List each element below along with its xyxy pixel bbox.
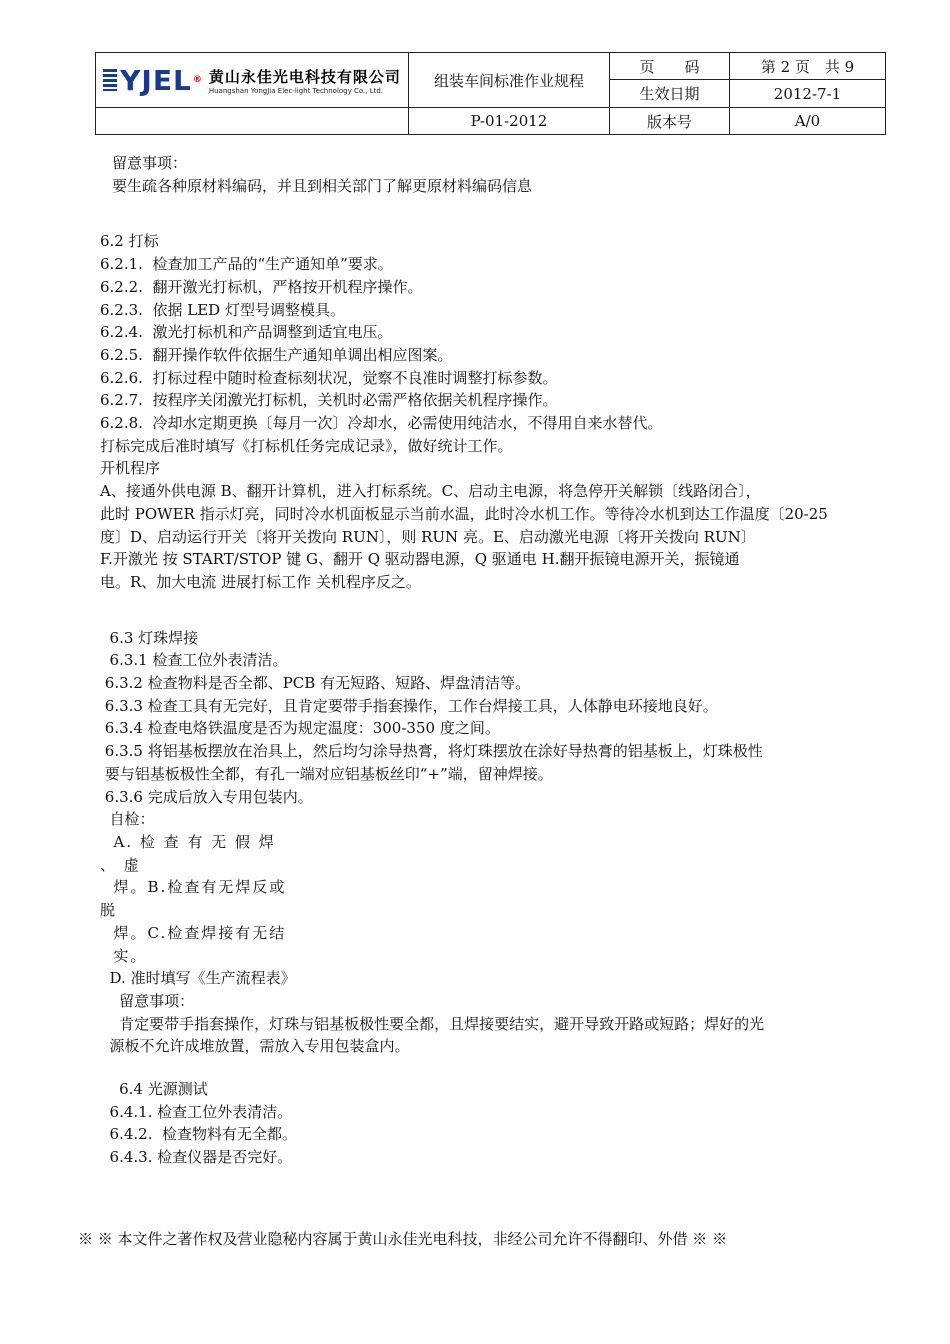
section-6-3-note-title: 留意事项： [100, 991, 195, 1010]
startup-line: F.开激光 按 START/STOP 键 G、翻开 Q 驱动器电源，Q 驱通电 H.翻开振镜电源开关，振镜通 [100, 550, 740, 569]
list-item: 6.3.1 检查工位外表清洁。 [100, 651, 288, 670]
self-check-line: 实。 [100, 946, 148, 965]
list-item: 6.4.3. 检查仪器是否完好。 [100, 1148, 293, 1167]
self-check-title: 自检： [100, 810, 155, 829]
copyright-footer: ※ ※ 本文件之著作权及营业隐秘内容属于黄山永佳光电科技，非经公司允许不得翻印、外借 ※ ※ [78, 1230, 728, 1248]
list-item: 6.2.4. 激光打标机和产品调整到适宜电压。 [100, 323, 393, 342]
document-body [100, 152, 890, 1169]
company-logo-cell [96, 53, 409, 108]
list-item: 要与铝基板极性全都，有孔一端对应铝基板丝印“+”端，留神焊接。 [100, 764, 553, 783]
list-item: 6.2.5. 翻开操作软件依据生产通知单调出相应图案。 [100, 345, 453, 364]
page-value: 第 2 页 共 9 [730, 53, 886, 80]
list-item: 6.4.1. 检查工位外表清洁。 [100, 1102, 293, 1121]
version-label: 版本号 [610, 108, 730, 135]
logo-stripes-icon [103, 69, 117, 91]
startup-line: 度〕D、启动运行开关〔将开关拨向 RUN〕，则 RUN 亮。E、启动激光电源〔将开关拨向 RUN〕 [100, 527, 756, 546]
section-6-2-title: 6.2 打标 [100, 232, 159, 251]
page-label: 页 码 [610, 53, 730, 80]
section-6-2-summary: 打标完成后准时填写《打标机任务完成记录》，做好统计工作。 [100, 436, 513, 455]
list-item: 6.2.1. 检查加工产品的“生产通知单”要求。 [100, 255, 393, 274]
list-item: 6.3.2 检查物料是否全都、PCB 有无短路、短路、焊盘清洁等。 [100, 674, 531, 693]
self-check-line: 焊。B.检查有无焊反或脱 [100, 878, 287, 920]
section-6-3-title: 6.3 灯珠焊接 [100, 628, 199, 647]
list-item: 6.2.2. 翻开激光打标机，严格按开机程序操作。 [100, 277, 423, 296]
document-title: 组装车间标准作业规程 [409, 53, 610, 108]
section-6-4-title: 6.4 光源测试 [100, 1080, 208, 1099]
note-text: 要生疏各种原材料编码，并且到相关部门了解更原材料编码信息 [112, 176, 533, 195]
startup-procedure-title: 开机程序 [100, 459, 161, 478]
company-name-en: Huangshan YongJia Elec-light Technology Co., Ltd. [208, 86, 384, 95]
list-item: 6.3.4 检查电烙铁温度是否为规定温度：300-350 度之间。 [100, 719, 500, 738]
company-name-cn: 黄山永佳光电科技有限公司 [208, 67, 401, 86]
note-title: 留意事项： [112, 154, 188, 172]
list-item: 6.3.3 检查工具有无完好，且肯定要带手指套操作，工作台焊接工具，人体静电环接地良好。 [100, 696, 718, 715]
effective-date-value: 2012-7-1 [730, 80, 886, 108]
startup-line: 此时 POWER 指示灯亮，同时冷水机面板显示当前水温，此时冷水机工作。等待冷水机到达工作温度〔20-25 [100, 504, 828, 523]
list-item: 6.2.8. 冷却水定期更换〔每月一次〕冷却水，必需使用纯洁水，不得用自来水替代。 [100, 414, 663, 433]
effective-date-label: 生效日期 [610, 80, 730, 108]
list-item: 6.3.6 完成后放入专用包装内。 [100, 787, 313, 806]
list-item: 6.2.7. 按程序关闭激光打标机，关机时必需严格依据关机程序操作。 [100, 391, 558, 410]
version-value: A/0 [730, 108, 886, 135]
section-6-3-note-line: 肯定要带手指套操作，灯珠与铝基板极性要全都，且焊接要结实，避开导致开路或短路；焊好的光 [100, 1014, 765, 1033]
list-item: 6.2.6. 打标过程中随时检查标刻状况，觉察不良准时调整打标参数。 [100, 368, 558, 387]
startup-line: 电。R、加大电流 进展打标工作 关机程序反之。 [100, 572, 421, 591]
self-check-line: 焊。C.检查焊接有无结 [100, 923, 287, 942]
section-6-3-note-line: 源板不允许成堆放置，需放入专用包装盒内。 [100, 1037, 410, 1056]
self-check-line: A. 检 查 有 无 假 焊 、 虚 [100, 832, 283, 874]
startup-line: A、接通外供电源 B、翻开计算机，进入打标系统。C、启动主电源，将急停开关解锁〔线路闭合〕， [100, 482, 761, 501]
list-item: 6.2.3. 依据 LED 灯型号调整模具。 [100, 300, 345, 319]
document-code: P-01-2012 [409, 108, 610, 135]
self-check-item-d: D. 准时填写《生产流程表》 [100, 969, 296, 988]
document-header-table [95, 52, 886, 135]
company-logo: YJEL ® [103, 64, 203, 97]
list-item: 6.4.2. 检查物料有无全都。 [100, 1125, 298, 1144]
list-item: 6.3.5 将铝基板摆放在治具上，然后均匀涂导热膏，将灯珠摆放在涂好导热膏的铝基板上，灯珠极性 [100, 742, 763, 761]
